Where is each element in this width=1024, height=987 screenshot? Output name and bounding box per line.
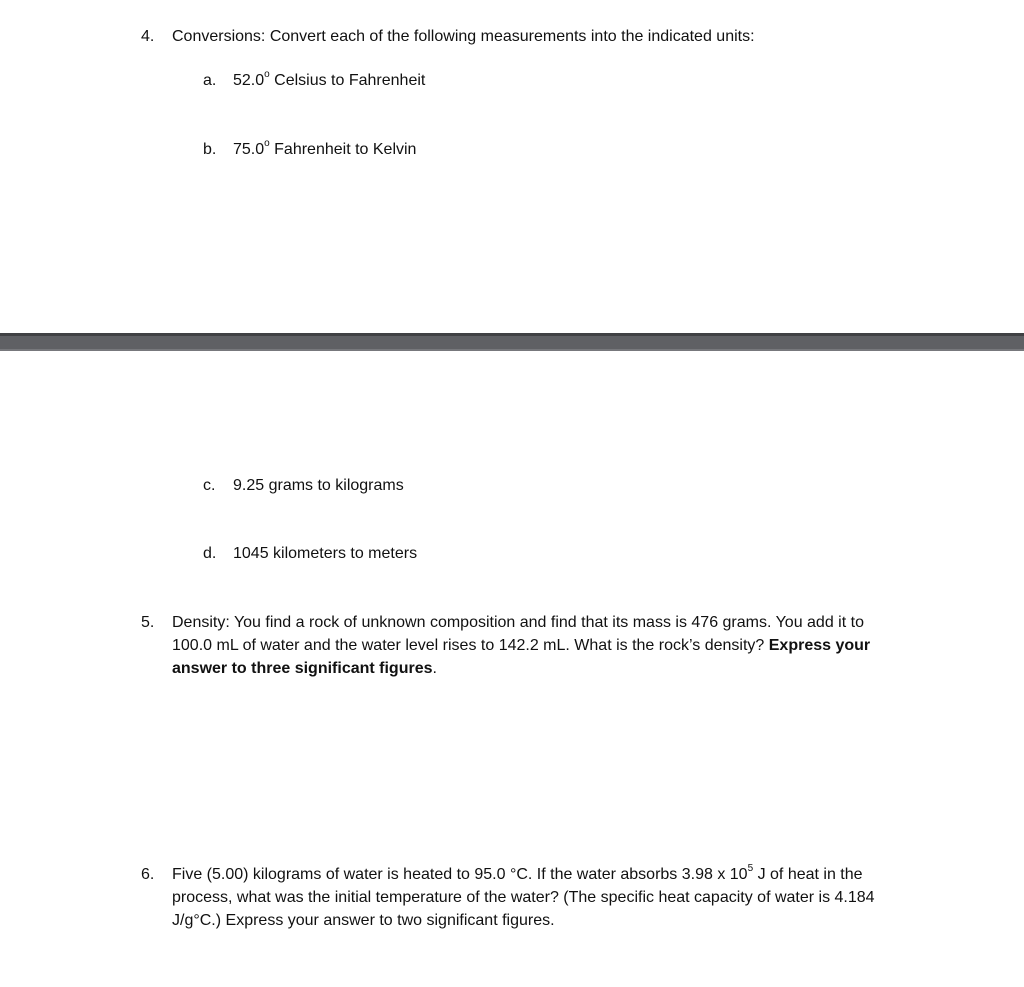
question-body: Density: You find a rock of unknown composition and find that its mass is 476 grams. You add it to 100.0 mL of water and the water level rises to 142.2 mL. What is the rock’s density? xyxy=(172,614,864,654)
sub-text: 1045 kilometers to meters xyxy=(233,545,418,562)
question-bold-instruction: Express your answer to three significant figures xyxy=(172,637,871,677)
sub-text-post: Fahrenheit to Kelvin xyxy=(269,141,417,158)
exponent-sup: 5 xyxy=(747,862,754,874)
sub-question-d xyxy=(203,543,417,565)
sub-text: 9.25 grams to kilograms xyxy=(233,477,404,494)
question-number: 5. xyxy=(141,614,155,631)
sub-letter: c. xyxy=(203,477,216,494)
question-4 xyxy=(141,25,941,48)
sub-text-pre: 75.0 xyxy=(233,141,265,158)
question-text xyxy=(172,611,901,680)
page-divider xyxy=(0,333,1024,351)
sub-question-c xyxy=(203,475,404,497)
question-body-post: J of heat in the process, what was the initial temperature of the water? (The specific heat capacity of water is 4.184 J/g°C.) Express your answer to two significant figures. xyxy=(172,866,875,929)
question-number: 6. xyxy=(141,866,155,883)
sub-question-a xyxy=(203,70,425,92)
degree-sup: o xyxy=(264,137,270,149)
question-5 xyxy=(141,611,901,680)
question-text xyxy=(172,863,913,932)
sub-question-b xyxy=(203,139,416,161)
sub-letter: b. xyxy=(203,141,217,158)
sub-letter: a. xyxy=(203,72,217,89)
question-end: . xyxy=(432,660,437,677)
question-body-pre: Five (5.00) kilograms of water is heated to 95.0 °C. If the water absorbs 3.98 x 10 xyxy=(172,866,748,883)
question-number: 4. xyxy=(141,28,155,45)
sub-text-pre: 52.0 xyxy=(233,72,265,89)
degree-sup: o xyxy=(264,68,270,80)
sub-text-post: Celsius to Fahrenheit xyxy=(269,72,426,89)
question-6 xyxy=(141,863,913,932)
sub-letter: d. xyxy=(203,545,217,562)
question-text: Conversions: Convert each of the following measurements into the indicated units: xyxy=(172,28,755,45)
